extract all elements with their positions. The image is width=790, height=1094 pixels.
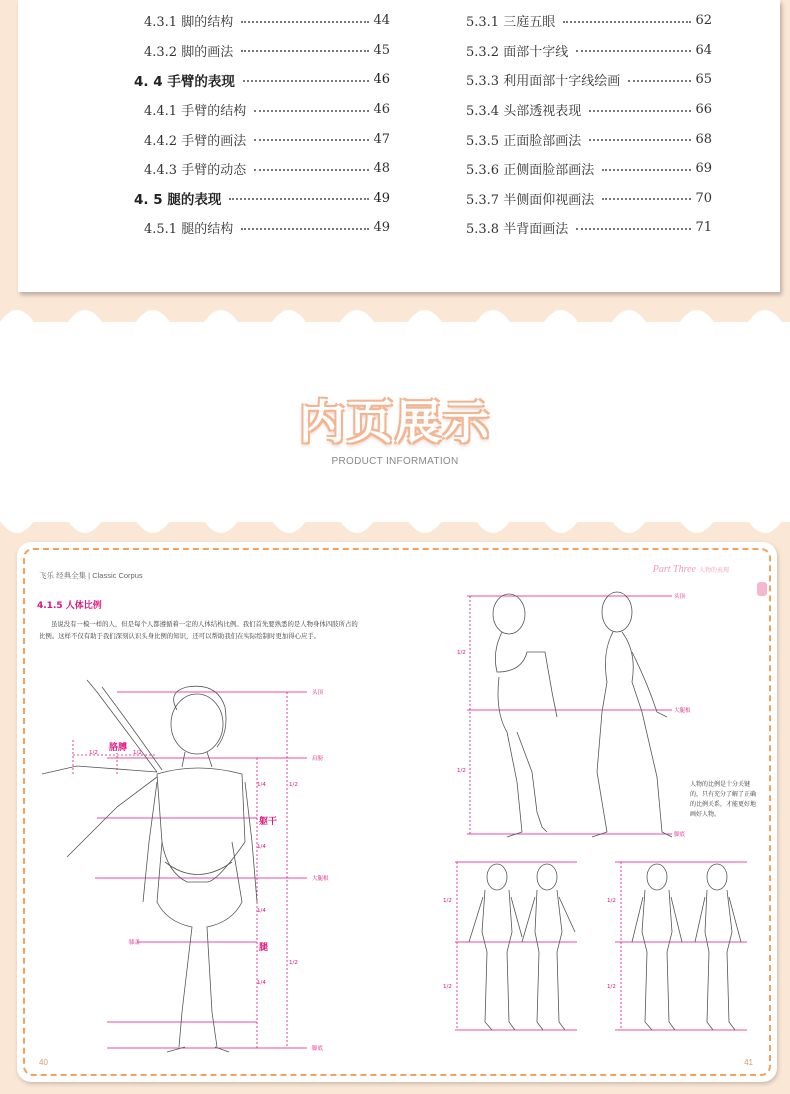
toc-entry-label: 4.3.2 脚的画法 (144, 44, 234, 60)
label-torso: 躯干 (259, 814, 277, 827)
toc-entry-page: 44 (373, 13, 390, 29)
toc-leader-dots (602, 198, 691, 200)
ratio-arm-1: 1/2 (89, 750, 98, 756)
toc-entry[interactable] (114, 213, 390, 243)
toc-leader-dots (602, 169, 691, 171)
label-thigh-root-left: 大腿根 (312, 876, 329, 882)
toc-entry-page: 46 (373, 72, 390, 88)
toc-entry[interactable] (466, 154, 712, 184)
toc-entry-page: 64 (695, 42, 712, 58)
toc-entry-page: 65 (695, 72, 712, 88)
toc-entry-page: 68 (695, 131, 712, 147)
section-subtitle: PRODUCT INFORMATION (331, 456, 459, 467)
label-top-head-right: 头顶 (674, 594, 686, 600)
toc-leader-dots (576, 228, 691, 230)
toc-entry[interactable] (466, 184, 712, 214)
label-knee: 膝盖 (129, 940, 141, 946)
toc-leader-dots (576, 50, 691, 52)
right-illustrations (17, 542, 777, 1082)
toc-entry[interactable] (114, 65, 390, 95)
toc-entry-page: 49 (373, 220, 390, 236)
toc-leader-dots (254, 169, 369, 171)
toc-leader-dots (254, 139, 369, 141)
toc-entry[interactable] (114, 6, 390, 36)
toc-entry-page: 46 (373, 102, 390, 118)
part-subtitle: 人物的表现 (698, 568, 729, 574)
toc-entry-page: 48 (373, 161, 390, 177)
book-spread (17, 542, 777, 1082)
label-top-head-left: 头顶 (312, 690, 324, 696)
ratio-q3: 1/4 (257, 908, 266, 914)
toc-leader-dots (589, 139, 691, 141)
toc-entry-page: 45 (373, 42, 390, 58)
toc-entry[interactable] (114, 154, 390, 184)
toc-entry-label: 4.4.2 手臂的画法 (144, 133, 247, 149)
toc-leader-dots (241, 21, 369, 23)
toc-leader-dots (241, 228, 369, 230)
part-title: Part Three (652, 564, 696, 575)
book-header-left: 飞乐 经典全集 | Classic Corpus (39, 571, 143, 580)
ratio-q4: 1/4 (257, 980, 266, 986)
toc-leader-dots (589, 110, 691, 112)
ratio-right-2: 1/2 (457, 768, 466, 774)
toc-leader-dots (229, 198, 369, 200)
ratio-arm-2: 1/2 (133, 750, 142, 756)
toc-entry-page: 66 (695, 102, 712, 118)
body-paragraph: 虽说没有一模一样的人，但是每个人都遵循着一定的人体结构比例。我们首先要熟悉的是人物身体四肢所占的比例。这样不仅有助于我们深刻认识头身比例的知识，还可以帮助我们在实际绘制时更加得心应手。 (39, 620, 358, 640)
toc-entry-label: 4.4.3 手臂的动态 (144, 163, 247, 179)
label-shoulder: 肩膀 (312, 756, 324, 762)
toc-entry-label: 5.3.6 正侧面脸部画法 (466, 163, 595, 179)
toc-entry-page: 70 (695, 190, 712, 206)
toc-entry[interactable] (466, 124, 712, 154)
toc-entry-label: 5.3.1 三庭五眼 (466, 15, 556, 31)
toc-entry[interactable] (114, 184, 390, 214)
toc-entry-label: 5.3.5 正面脸部画法 (466, 133, 582, 149)
toc-leader-dots (243, 80, 370, 82)
ratio-q2: 1/4 (257, 844, 266, 850)
toc-entry[interactable] (466, 95, 712, 125)
ratio-right-3: 1/2 (443, 898, 452, 904)
toc-entry-page: 69 (695, 161, 712, 177)
toc-entry[interactable] (114, 36, 390, 66)
toc-right-column (466, 6, 712, 243)
label-leg: 腿 (259, 940, 268, 953)
toc-card (18, 0, 780, 292)
toc-entry[interactable] (466, 6, 712, 36)
toc-entry-label: 5.3.8 半背面画法 (466, 222, 569, 238)
toc-entry[interactable] (114, 124, 390, 154)
ratio-right-5: 1/2 (607, 898, 616, 904)
toc-leader-dots (254, 110, 369, 112)
label-arm: 胳膊 (109, 740, 127, 753)
ratio-right-4: 1/2 (443, 984, 452, 990)
toc-entry-label: 4. 4 手臂的表现 (134, 73, 235, 90)
toc-entry[interactable] (466, 65, 712, 95)
page-number-right: 41 (744, 1058, 753, 1067)
label-sole-right: 脚底 (674, 832, 686, 838)
toc-entry-label: 4.4.1 手臂的结构 (144, 104, 247, 120)
toc-entry[interactable] (466, 36, 712, 66)
page-number-left: 40 (39, 1058, 48, 1067)
toc-entry[interactable] (466, 213, 712, 243)
toc-leader-dots (628, 80, 691, 82)
toc-entry-label: 5.3.2 面部十字线 (466, 44, 569, 60)
toc-entry-label: 4.5.1 腿的结构 (144, 222, 234, 238)
section-heading: 4.1.5 人体比例 (37, 601, 102, 611)
toc-entry-label: 4.3.1 脚的结构 (144, 15, 234, 31)
label-sole-left: 脚底 (312, 1046, 324, 1052)
toc-entry-label: 5.3.4 头部透视表现 (466, 104, 582, 120)
ratio-upper: 1/2 (289, 782, 298, 788)
wave-top (0, 298, 790, 322)
toc-left-column (114, 6, 390, 243)
toc-entry-label: 5.3.3 利用面部十字线绘画 (466, 74, 621, 90)
toc-entry-page: 71 (695, 220, 712, 236)
toc-entry-page: 49 (373, 190, 390, 206)
ratio-right-6: 1/2 (607, 984, 616, 990)
toc-entry[interactable] (114, 95, 390, 125)
toc-leader-dots (563, 21, 691, 23)
section-title: 内页展示 (299, 395, 491, 449)
label-thigh-root-right: 大腿根 (674, 708, 691, 714)
toc-entry-page: 62 (695, 13, 712, 29)
toc-entry-label: 5.3.7 半侧面仰视画法 (466, 192, 595, 208)
ratio-right-1: 1/2 (457, 650, 466, 656)
toc-leader-dots (241, 50, 369, 52)
ratio-q1: 1/4 (257, 782, 266, 788)
ratio-lower: 1/2 (289, 960, 298, 966)
side-note: 人物的比例是十分关键的，只有充分了解了正确的比例关系，才能更好地画好人物。 (690, 781, 757, 818)
toc-entry-page: 47 (373, 131, 390, 147)
toc-entry-label: 4. 5 腿的表现 (134, 192, 222, 209)
